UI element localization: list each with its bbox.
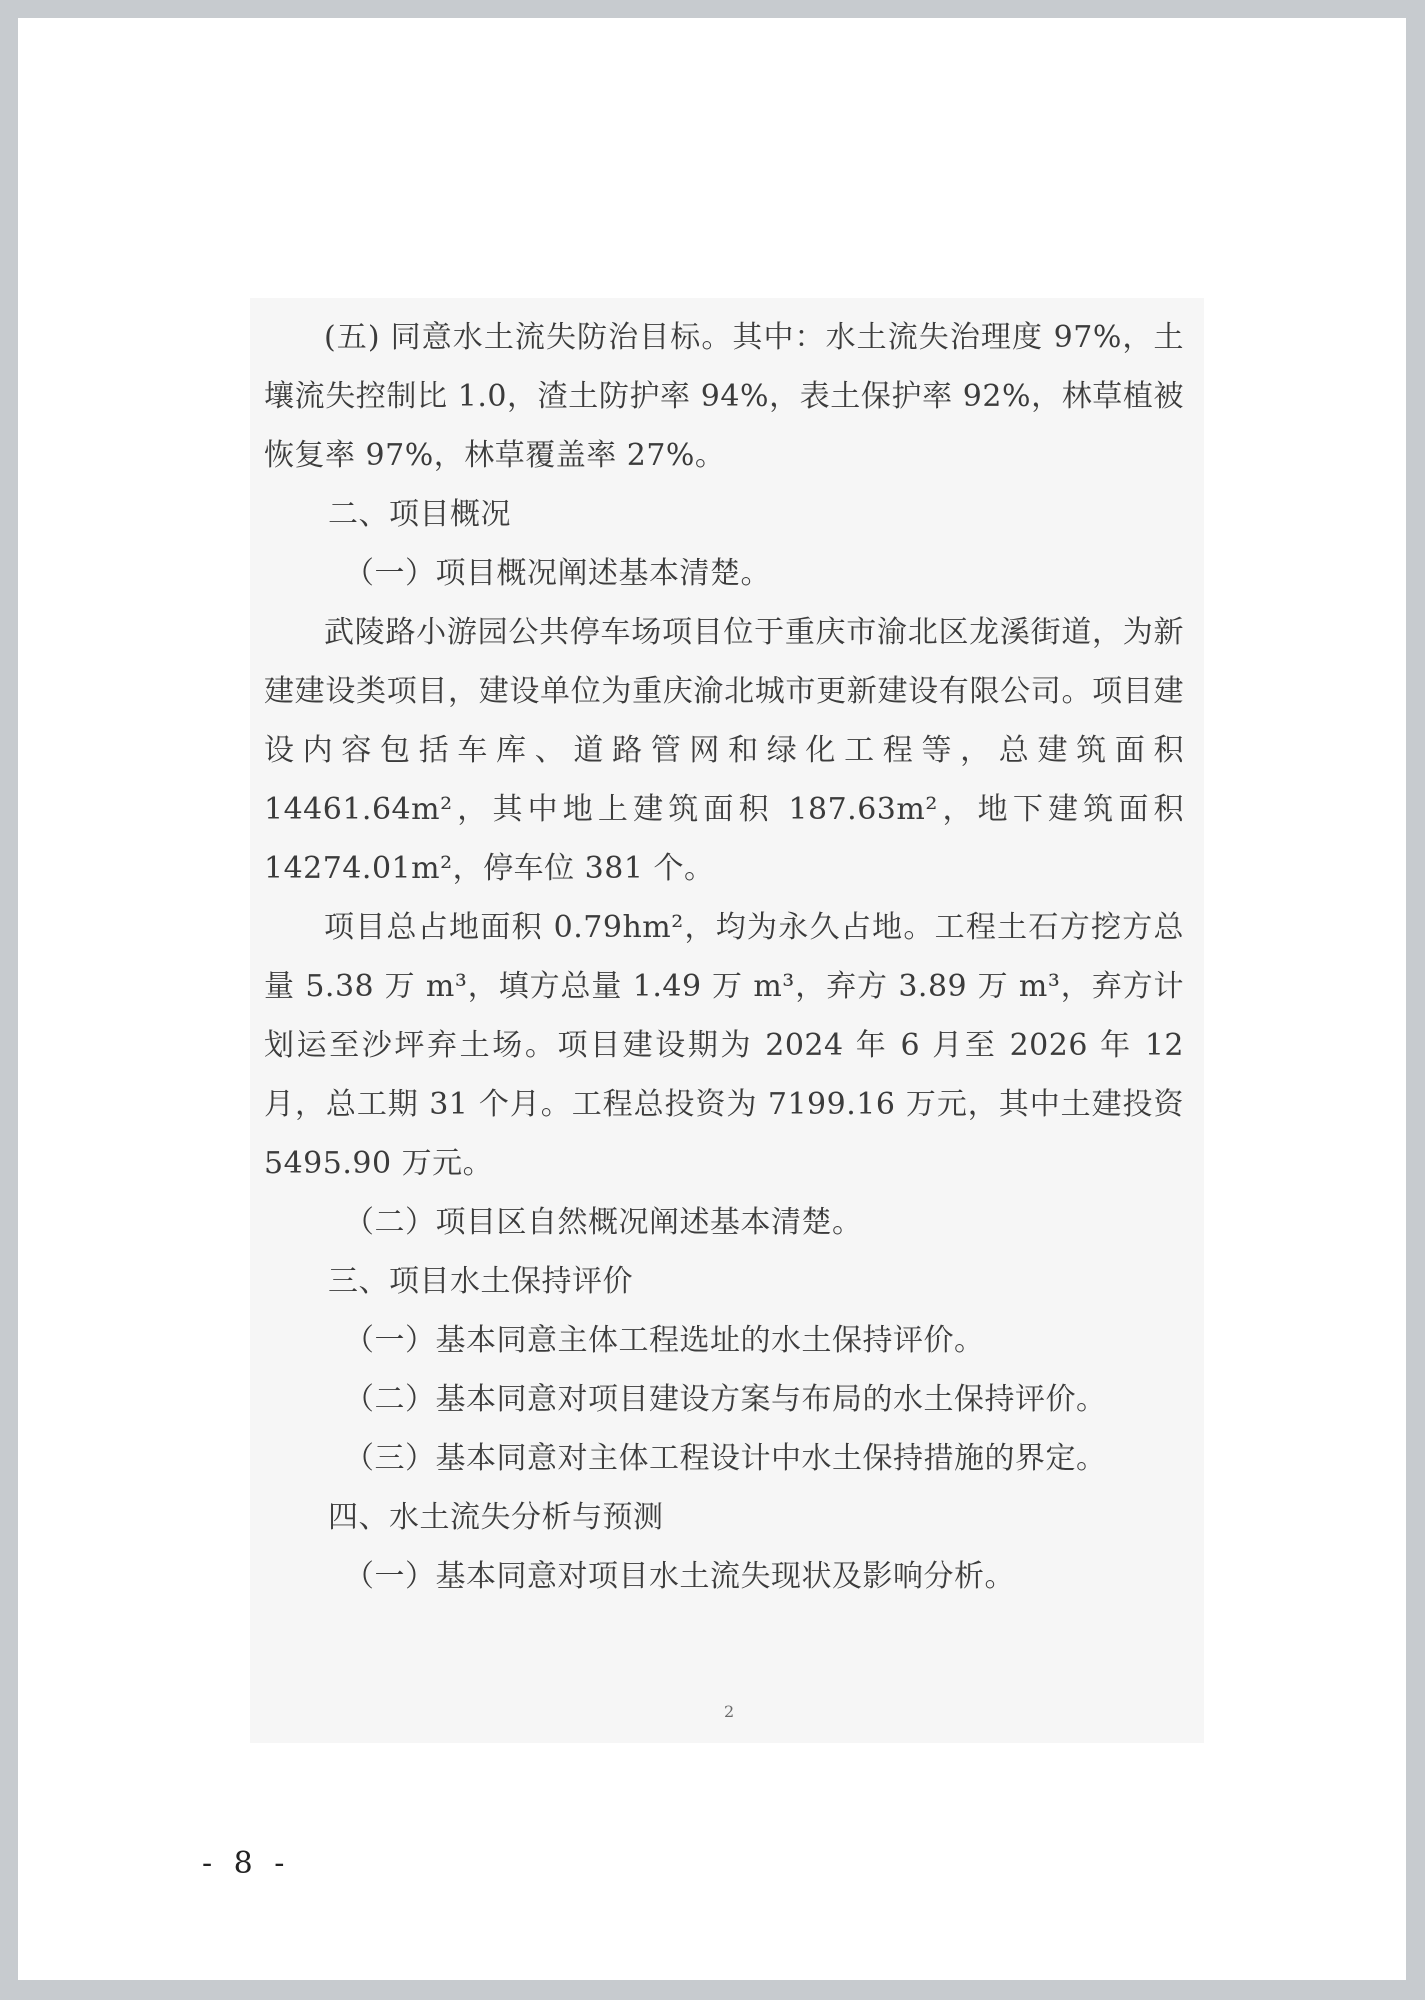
document-page [18,18,1406,1980]
section-heading-soil-conservation-evaluation: 三、项目水土保持评价 [328,1264,633,1299]
subheading-natural-conditions: （二）项目区自然概况阐述基本清楚。 [344,1205,863,1240]
subheading-overview-clear: （一）项目概况阐述基本清楚。 [344,556,771,591]
document-body [264,308,1184,1606]
paragraph-project-location: 武陵路小游园公共停车场项目位于重庆市渝北区龙溪街道，为新建建设类项目，建设单位为重庆渝北城市更新建设有限公司。项目建设内容包括车库、道路管网和绿化工程等，总建筑面积 14461.64m²，其中地上建筑面积 187.63m²，地下建筑面积 14274.01m²，停车位 381 个。 [264,615,1184,886]
paragraph-prevention-targets: (五) 同意水土流失防治目标。其中：水土流失治理度 97%，土壤流失控制比 1.0，渣土防护率 94%，表土保护率 92%，林草植被恢复率 97%，林草覆盖率 27%。 [264,320,1184,473]
subheading-construction-plan: （二）基本同意对项目建设方案与布局的水土保持评价。 [344,1382,1107,1417]
subheading-site-selection: （一）基本同意主体工程选址的水土保持评价。 [344,1323,985,1358]
scan-page-number: 2 [724,1702,735,1721]
subheading-measures-definition: （三）基本同意对主体工程设计中水土保持措施的界定。 [344,1441,1107,1476]
paragraph-land-and-earthwork: 项目总占地面积 0.79hm²，均为永久占地。工程土石方挖方总量 5.38 万 m³，填方总量 1.49 万 m³，弃方 3.89 万 m³，弃方计划运至沙坪弃土场。项目建设期为 2024 年 6 月至 2026 年 12 月，总工期 31 个月。工程总投资为 7199.16 万元，其中土建投资 5495.90 万元。 [264,910,1184,1181]
section-heading-soil-loss-analysis: 四、水土流失分析与预测 [328,1500,664,1535]
footer-page-number: - 8 - [202,1846,291,1881]
subheading-soil-loss-status: （一）基本同意对项目水土流失现状及影响分析。 [344,1559,1015,1594]
section-heading-project-overview: 二、项目概况 [328,497,511,532]
